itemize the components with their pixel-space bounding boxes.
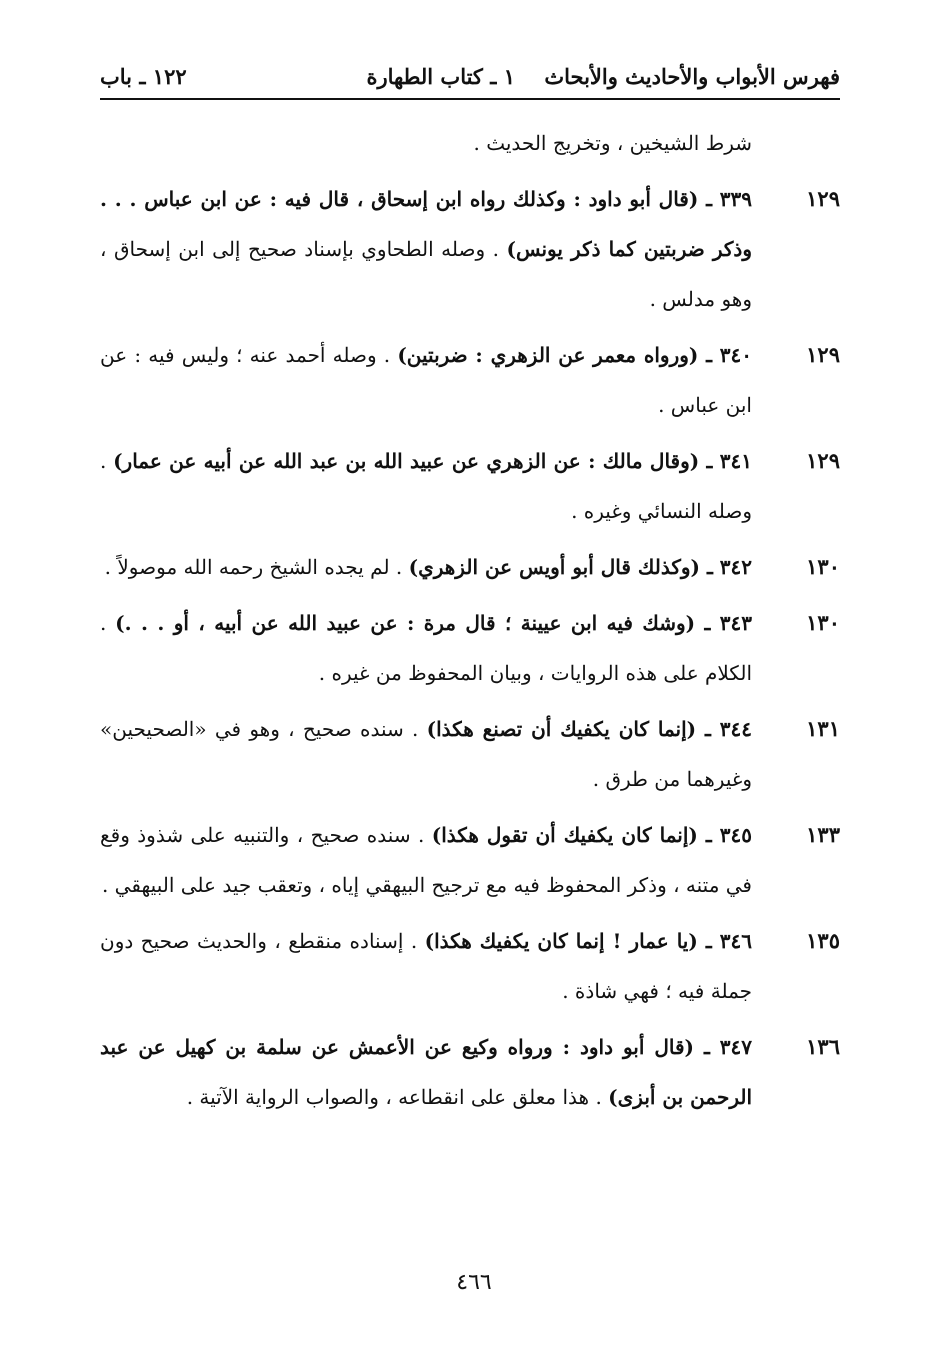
- entry-heading: ٣٤٤ ـ (إنما كان يكفيك أن تصنع هكذا): [426, 717, 752, 741]
- entry-heading: ٣٤٢ ـ (وكذلك قال أبو أويس عن الزهري): [408, 555, 752, 579]
- entry-heading: ٣٤١ ـ (وقال مالك : عن الزهري عن عبيد الله بن عبد الله عن أبيه عن عمار): [113, 449, 752, 473]
- entry-heading: ٣٤٣ ـ (وشك فيه ابن عيينة ؛ قال مرة : عن عبيد الله عن أبيه ، أو . . .): [115, 611, 753, 635]
- entry-page-number: ١٣٥: [806, 928, 840, 953]
- entry-comment: . وصله أحمد عنه ؛ وليس فيه : عن ابن عباس .: [100, 343, 752, 417]
- entry-page-number: ١٣٣: [806, 822, 840, 847]
- entry-comment: . الكلام على هذه الروايات ، وبيان المحفوظ من غيره .: [100, 611, 752, 685]
- entry-page-number: ١٢٩: [806, 186, 840, 211]
- index-entry: [100, 916, 840, 1016]
- entry-comment: . وصله الطحاوي بإسناد صحيح إلى ابن إسحاق ، وهو مدلس .: [100, 237, 752, 311]
- index-entry: [100, 598, 840, 698]
- entry-heading: ٣٤٧ ـ (قال أبو داود : ورواه وكيع عن الأعمش عن سلمة بن كهيل عن عبد الرحمن بن أبزى): [100, 1035, 752, 1109]
- entry-page-number: ١٣٠: [806, 554, 840, 579]
- entry-page-number: ١٢٩: [806, 448, 840, 473]
- entry-comment: . سنده صحيح ، وهو في «الصحيحين» وغيرهما من طرق .: [100, 717, 752, 791]
- header-title: فهرس الأبواب والأحاديث والأبحاث: [544, 64, 840, 89]
- index-content: [100, 118, 840, 1122]
- entry-comment: . هذا معلق على انقطاعه ، والصواب الرواية الآتية .: [186, 1085, 609, 1109]
- index-entry: [100, 704, 840, 804]
- index-entry: [100, 810, 840, 910]
- index-entry: [100, 1022, 840, 1122]
- entry-comment: . لم يجده الشيخ رحمه الله موصولاً .: [104, 555, 409, 579]
- entry-comment: . سنده صحيح ، والتنبيه على شذوذ وقع في متنه ، وذكر المحفوظ فيه مع ترجيح البيهقي إياه ، وتعقب جيد على البيهقي .: [100, 823, 752, 897]
- page-number: ٤٦٦: [456, 1270, 492, 1295]
- entry-heading: ٣٤٦ ـ (يا عمار ! إنما كان يكفيك هكذا): [424, 929, 752, 953]
- entry-page-number: ١٢٩: [806, 342, 840, 367]
- running-header: [100, 58, 840, 100]
- entry-heading: ٣٤٠ ـ (ورواه معمر عن الزهري : ضربتين): [397, 343, 752, 367]
- index-entry: [100, 330, 840, 430]
- entry-text: [100, 330, 752, 430]
- entry-text: [100, 810, 752, 910]
- index-entry: [100, 174, 840, 324]
- entry-page-number: ١٣١: [806, 716, 840, 741]
- entry-heading: ٣٤٥ ـ (إنما كان يكفيك أن تقول هكذا): [431, 823, 753, 847]
- entry-heading: ٣٣٩ ـ (قال أبو داود : وكذلك رواه ابن إسحاق ، قال فيه : عن ابن عباس . . . وذكر ضربتين كما ذكر يونس): [100, 187, 752, 261]
- entry-text: [100, 174, 752, 324]
- entry-comment: . إسناده منقطع ، والحديث صحيح دون جملة فيه ؛ فهي شاذة .: [100, 929, 752, 1003]
- index-entry: [100, 436, 840, 536]
- index-entry: [100, 542, 840, 592]
- entry-text: [100, 436, 752, 536]
- entry-comment: . وصله النسائي وغيره .: [100, 449, 752, 523]
- entry-page-number: ١٣٠: [806, 610, 840, 635]
- entry-text: [100, 704, 752, 804]
- entry-text: [100, 916, 752, 1016]
- entry-page-number: ١٣٦: [806, 1034, 840, 1059]
- entry-text: [100, 598, 752, 698]
- header-bab: ١٢٢ ـ باب: [100, 64, 187, 89]
- intro-continuation: شرط الشيخين ، وتخريج الحديث .: [473, 131, 752, 155]
- header-chapter: ١ ـ كتاب الطهارة: [366, 64, 515, 89]
- entry-text: [100, 542, 752, 592]
- entry-text: [100, 1022, 752, 1122]
